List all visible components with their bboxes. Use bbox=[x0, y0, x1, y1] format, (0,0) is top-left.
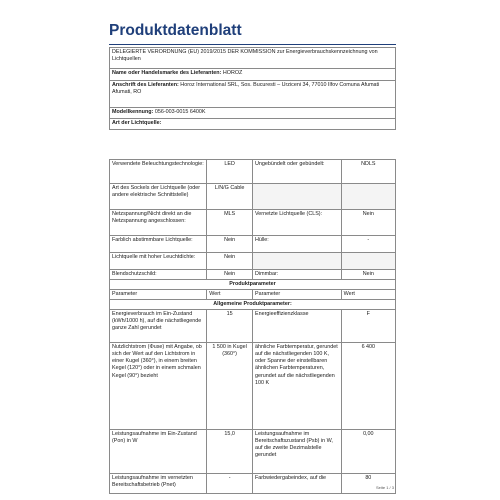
param-label: Energieverbrauch im Ein-Zustand (kWh/1000 h), auf die nächstliegende ganze Zahl gerundet bbox=[110, 310, 207, 343]
row-value: MLS bbox=[207, 210, 253, 236]
page-number: Seite 1 / 3 bbox=[375, 485, 394, 490]
row-label: Verwendete Beleuchtungstechnologie: bbox=[110, 160, 207, 184]
row-value: Nein bbox=[207, 270, 253, 280]
model-label: Modellkennung: bbox=[112, 108, 154, 115]
table-row bbox=[110, 160, 396, 184]
table-row bbox=[110, 210, 396, 236]
row-value: NDLS bbox=[341, 160, 395, 184]
param-value: - bbox=[207, 474, 253, 494]
table-row bbox=[110, 184, 396, 210]
table-row bbox=[110, 270, 396, 280]
row-value: Nein bbox=[341, 210, 395, 236]
table-row bbox=[110, 310, 396, 343]
page-title: Produktdatenblatt bbox=[109, 22, 242, 39]
param-value: 15 bbox=[207, 310, 253, 343]
row-label: Ungebündelt oder gebündelt: bbox=[252, 160, 341, 184]
param-value: 0,00 bbox=[341, 430, 395, 474]
row-value: Nein bbox=[207, 253, 253, 270]
param-value: 6 400 bbox=[341, 343, 395, 430]
param-label: Energieeffizienzklasse bbox=[252, 310, 341, 343]
row-value bbox=[341, 253, 395, 270]
row-value: - bbox=[341, 236, 395, 253]
row-value: Nein bbox=[207, 236, 253, 253]
datasheet-page bbox=[100, 17, 400, 493]
supplier-name-value: HOROZ bbox=[222, 69, 243, 76]
row-value: L/N/G Cable bbox=[207, 184, 253, 210]
title-divider bbox=[109, 44, 396, 45]
row-label: Dimmbar: bbox=[252, 270, 341, 280]
row-value: Nein bbox=[341, 270, 395, 280]
row-value: LED bbox=[207, 160, 253, 184]
row-label: Vernetzte Lichtquelle (CLS): bbox=[252, 210, 341, 236]
regulation-text: DELEGIERTE VERORDNUNG (EU) 2019/2015 DER KOMMISSION zur Energieverbrauchskennzeichnung von Lichtquellen bbox=[110, 48, 396, 69]
light-source-header: Art der Lichtquelle: bbox=[110, 119, 396, 130]
col-header-value: Wert bbox=[207, 290, 253, 300]
row-label: Art des Sockels der Lichtquelle (oder andere elektrische Schnittstelle) bbox=[110, 184, 207, 210]
row-value bbox=[341, 184, 395, 210]
param-label: Leistungsaufnahme im vernetzten Bereitschaftsbetrieb (Pnet) bbox=[110, 474, 207, 494]
param-value: 80 bbox=[341, 474, 395, 494]
row-label: Blendschutzschild: bbox=[110, 270, 207, 280]
table-row bbox=[110, 253, 396, 270]
row-label: Lichtquelle mit hoher Leuchtdichte: bbox=[110, 253, 207, 270]
param-value: 15,0 bbox=[207, 430, 253, 474]
model-row bbox=[110, 108, 396, 119]
col-header-param: Parameter bbox=[252, 290, 341, 300]
col-header-value: Wert bbox=[341, 290, 395, 300]
table-row bbox=[110, 430, 396, 474]
supplier-table bbox=[109, 47, 396, 130]
param-label: Leistungsaufnahme im Ein-Zustand (Pon) in W bbox=[110, 430, 207, 474]
row-label: Netzspannung/Nicht direkt an die Netzspannung angeschlossen: bbox=[110, 210, 207, 236]
general-params-header: Allgemeine Produktparameter: bbox=[110, 300, 396, 310]
supplier-name-row bbox=[110, 69, 396, 81]
supplier-name-label: Name oder Handelsmarke des Lieferanten: bbox=[112, 69, 222, 76]
table-row bbox=[110, 343, 396, 430]
supplier-address-value: Horoz International SRL, Sos. Bucuresti – Urziceni 34, 77010 Ilfov Comuna Afumati Afumati, RO bbox=[112, 81, 380, 95]
light-source-table bbox=[109, 159, 396, 494]
table-row bbox=[110, 236, 396, 253]
model-value: 056-003-0015 6400K bbox=[154, 108, 206, 115]
param-value: 1 500 in Kugel (360°) bbox=[207, 343, 253, 430]
row-label bbox=[252, 253, 341, 270]
param-label: Farbwiedergabeindex, auf die bbox=[252, 474, 341, 494]
param-label: Nutzlichtstrom (Φuse) mit Angabe, ob sich der Wert auf den Lichtstrom in einer Kugel (360°), in einem breiten Kegel (120°) oder in einem schmalen Kegel (90°) bezieht bbox=[110, 343, 207, 430]
table-row bbox=[110, 474, 396, 494]
row-label: Farblich abstimmbare Lichtquelle: bbox=[110, 236, 207, 253]
row-label bbox=[252, 184, 341, 210]
supplier-address-row bbox=[110, 81, 396, 108]
product-params-header: Produktparameter bbox=[110, 280, 396, 290]
param-label: Leistungsaufnahme im Bereitschaftszustand (Psb) in W, auf die zweite Dezimalstelle gerundet bbox=[252, 430, 341, 474]
col-header-param: Parameter bbox=[110, 290, 207, 300]
row-label: Hülle: bbox=[252, 236, 341, 253]
param-label: ähnliche Farbtemperatur, gerundet auf die nächstliegenden 100 K, oder Spanne der einstellbaren ähnlichen Farbtemperaturen, gerundet auf die nächstliegenden 100 K bbox=[252, 343, 341, 430]
param-value: F bbox=[341, 310, 395, 343]
supplier-address-label: Anschrift des Lieferanten: bbox=[112, 81, 179, 88]
